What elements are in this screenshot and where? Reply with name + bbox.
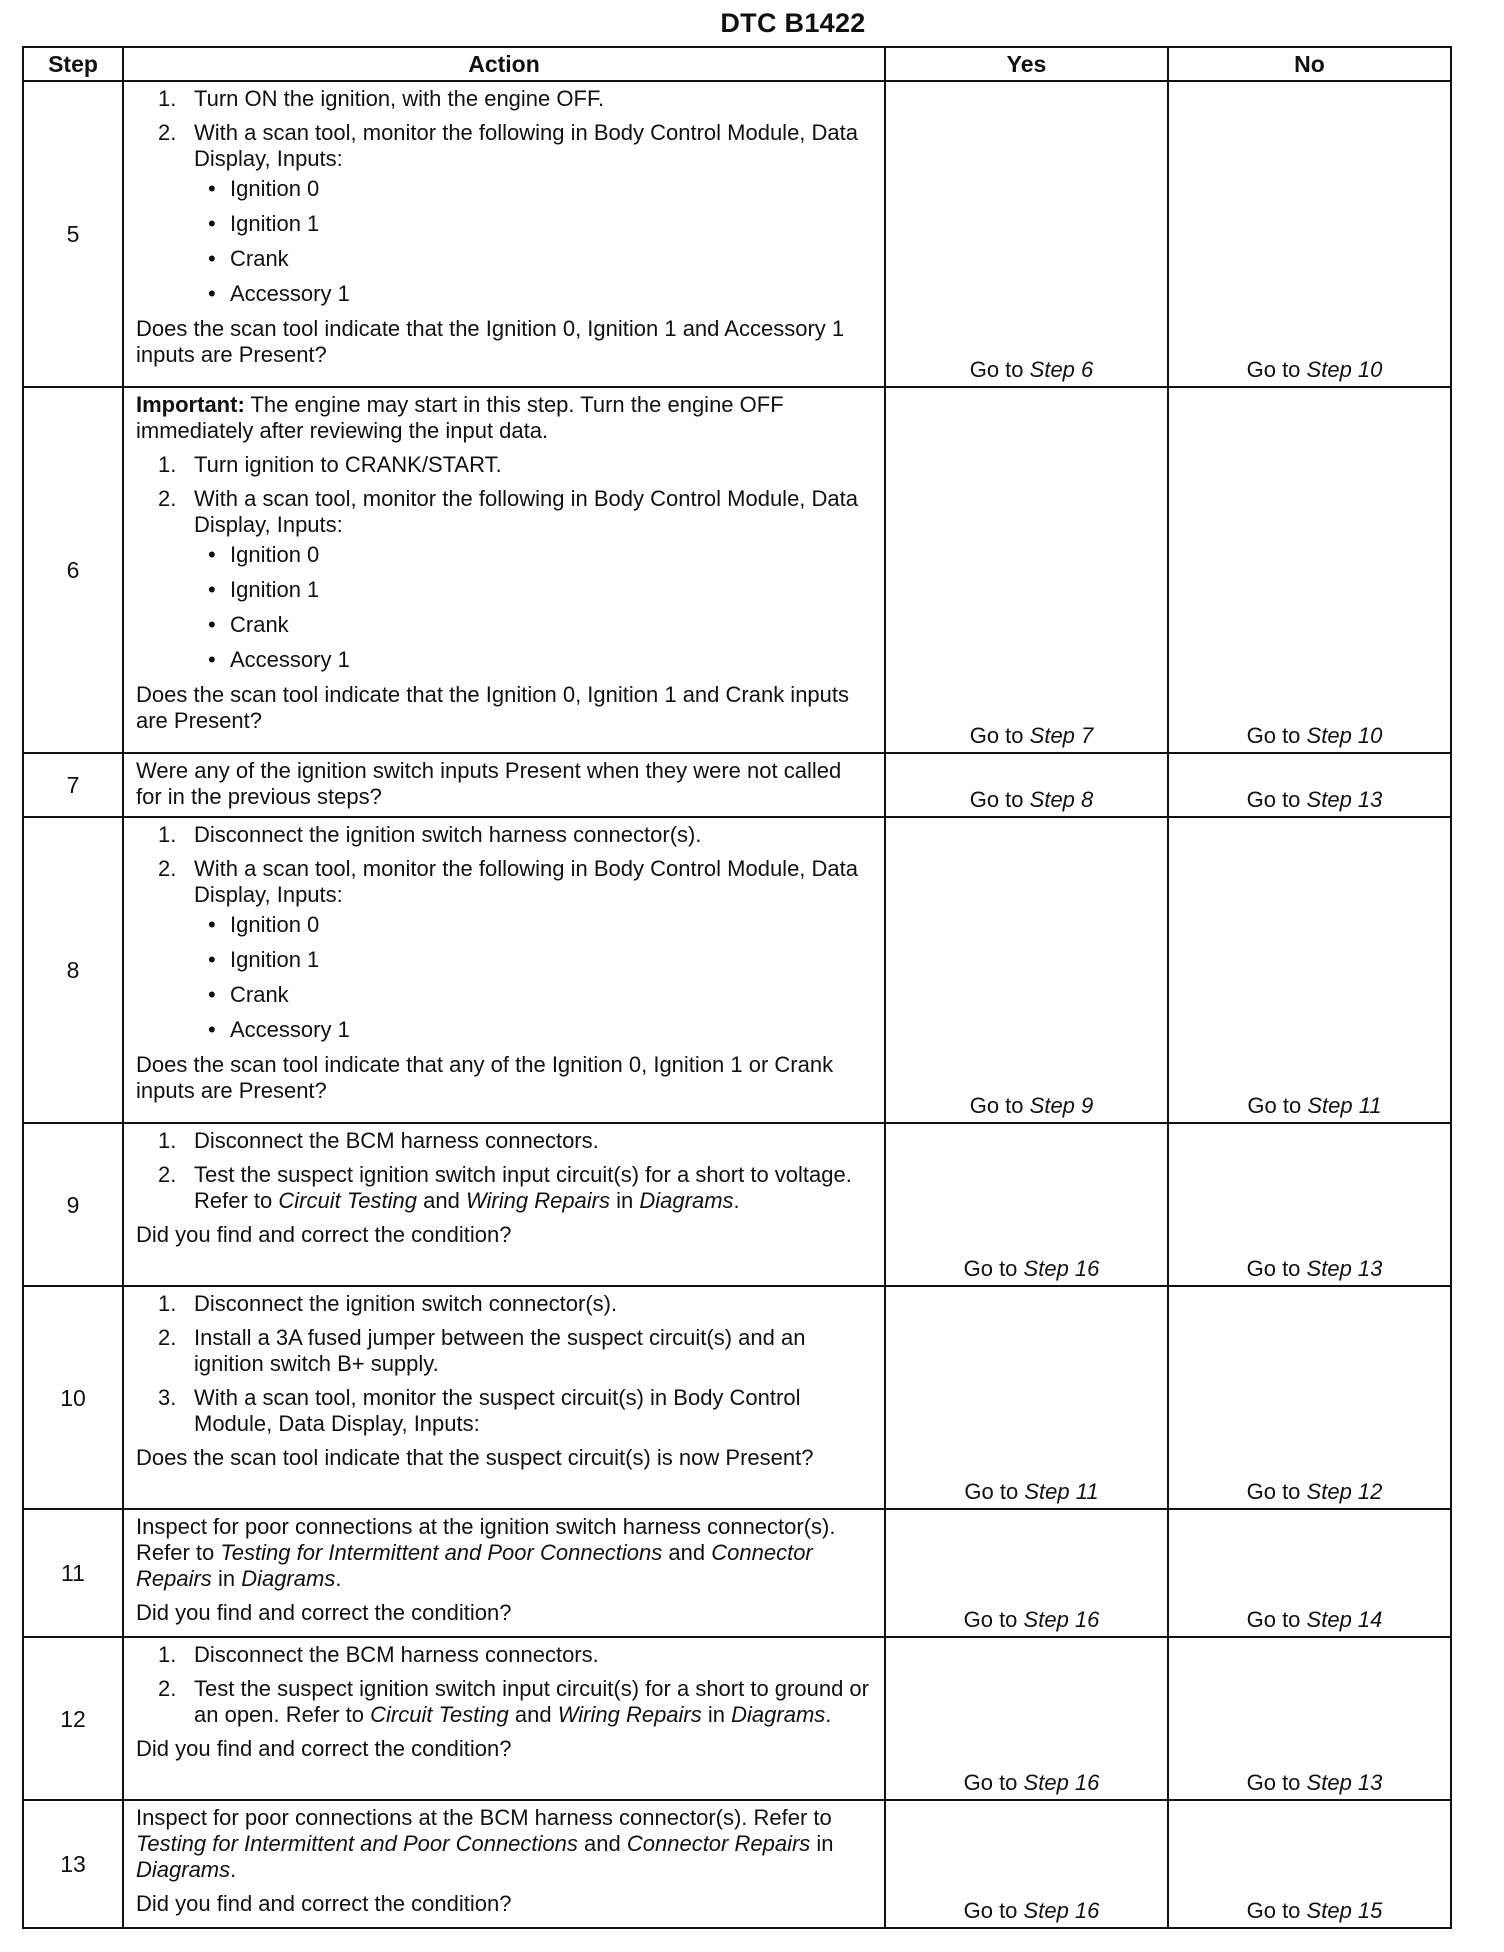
page-title: DTC B1422	[720, 8, 866, 38]
yes-cell: Go to Step 16	[885, 1800, 1168, 1928]
step-number: 6	[23, 387, 123, 753]
bullet-item: • Accessory 1	[136, 647, 872, 673]
action-cell	[123, 1800, 885, 1928]
bullet-item: • Accessory 1	[136, 281, 872, 307]
yes-cell: Go to Step 6	[885, 81, 1168, 387]
list-item: 2. Test the suspect ignition switch input circuit(s) for a short to voltage. Refer to Circuit Testing and Wiring Repairs in Diagrams.	[158, 1162, 852, 1213]
bullet-item: • Ignition 1	[136, 211, 872, 237]
yes-cell: Go to Step 16	[885, 1637, 1168, 1800]
step-number: 7	[23, 753, 123, 817]
yes-cell: Go to Step 16	[885, 1509, 1168, 1637]
no-cell: Go to Step 13	[1168, 1637, 1451, 1800]
question-text: Did you find and correct the condition?	[136, 1736, 512, 1761]
yes-target: Step 6	[1029, 357, 1094, 382]
yes-target: Step 16	[1023, 1607, 1100, 1632]
step-number: 5	[23, 81, 123, 387]
question-text: Did you find and correct the condition?	[136, 1222, 512, 1247]
header-step: Step	[23, 47, 123, 81]
no-cell: Go to Step 13	[1168, 1123, 1451, 1286]
yes-target: Step 9	[1029, 1093, 1094, 1118]
yes-cell: Go to Step 9	[885, 817, 1168, 1123]
diagnostic-table	[22, 46, 1452, 1929]
table-row	[23, 81, 1451, 387]
yes-cell: Go to Step 7	[885, 387, 1168, 753]
action-cell	[123, 753, 885, 817]
important-note: Important: The engine may start in this step. Turn the engine OFF immediately after reviewing the input data.	[136, 392, 784, 443]
table-header-row	[23, 47, 1451, 81]
list-item: 1. Disconnect the BCM harness connectors.	[158, 1642, 599, 1667]
no-target: Step 12	[1306, 1479, 1383, 1504]
step-number: 12	[23, 1637, 123, 1800]
important-label: Important:	[136, 392, 245, 417]
table-row	[23, 1509, 1451, 1637]
table-row	[23, 817, 1451, 1123]
header-yes: Yes	[885, 47, 1168, 81]
yes-target: Step 7	[1029, 723, 1094, 748]
header-no: No	[1168, 47, 1451, 81]
list-item: 2. With a scan tool, monitor the following in Body Control Module, Data Display, Inputs: • Ignition 0 • Ignition 1 • Crank • Accessory 1	[136, 486, 872, 673]
question-text: Did you find and correct the condition?	[136, 1600, 512, 1625]
bullet-item: • Ignition 0	[136, 176, 872, 202]
instruction-text: Inspect for poor connections at the BCM harness connector(s). Refer to Testing for Intermittent and Poor Connections and Connector Repairs in Diagrams.	[136, 1805, 834, 1882]
no-target: Step 10	[1306, 357, 1383, 382]
question-text: Were any of the ignition switch inputs Present when they were not called for in the previous steps?	[136, 758, 842, 809]
bullet-item: • Accessory 1	[136, 1017, 872, 1043]
no-target: Step 11	[1307, 1093, 1382, 1118]
yes-cell: Go to Step 8	[885, 753, 1168, 817]
action-cell	[123, 1286, 885, 1509]
yes-target: Step 16	[1023, 1770, 1100, 1795]
question-text: Does the scan tool indicate that the Ignition 0, Ignition 1 and Accessory 1 inputs are Present?	[136, 316, 845, 367]
no-cell: Go to Step 11	[1168, 817, 1451, 1123]
yes-target: Step 11	[1024, 1479, 1099, 1504]
no-target: Step 13	[1306, 1256, 1383, 1281]
instruction-text: Inspect for poor connections at the ignition switch harness connector(s). Refer to Testing for Intermittent and Poor Connections and Connector Repairs in Diagrams.	[136, 1514, 836, 1591]
list-item: 2. Install a 3A fused jumper between the suspect circuit(s) and an ignition switch B+ supply.	[158, 1325, 806, 1376]
table-row	[23, 1286, 1451, 1509]
step-number: 9	[23, 1123, 123, 1286]
no-cell: Go to Step 12	[1168, 1286, 1451, 1509]
yes-cell: Go to Step 11	[885, 1286, 1168, 1509]
list-item: 1. Disconnect the ignition switch connector(s).	[158, 1291, 618, 1316]
table-row	[23, 387, 1451, 753]
no-target: Step 14	[1306, 1607, 1383, 1632]
step-number: 11	[23, 1509, 123, 1637]
bullet-item: • Ignition 1	[136, 947, 872, 973]
table-row	[23, 753, 1451, 817]
yes-cell: Go to Step 16	[885, 1123, 1168, 1286]
list-item: 1. Disconnect the ignition switch harness connector(s).	[158, 822, 702, 847]
bullet-item: • Ignition 1	[136, 577, 872, 603]
no-target: Step 13	[1306, 787, 1383, 812]
no-cell: Go to Step 10	[1168, 387, 1451, 753]
header-action: Action	[123, 47, 885, 81]
no-cell: Go to Step 15	[1168, 1800, 1451, 1928]
bullet-item: • Crank	[136, 612, 872, 638]
bullet-item: • Ignition 0	[136, 912, 872, 938]
action-cell	[123, 387, 885, 753]
bullet-item: • Crank	[136, 982, 872, 1008]
no-target: Step 10	[1306, 723, 1383, 748]
list-item: 1. Disconnect the BCM harness connectors.	[158, 1128, 599, 1153]
action-cell	[123, 81, 885, 387]
action-cell	[123, 1637, 885, 1800]
list-item: 2. With a scan tool, monitor the following in Body Control Module, Data Display, Inputs: • Ignition 0 • Ignition 1 • Crank • Accessory 1	[136, 856, 872, 1043]
yes-target: Step 16	[1023, 1898, 1100, 1923]
no-cell: Go to Step 14	[1168, 1509, 1451, 1637]
question-text: Does the scan tool indicate that the Ignition 0, Ignition 1 and Crank inputs are Present?	[136, 682, 850, 733]
question-text: Does the scan tool indicate that the suspect circuit(s) is now Present?	[136, 1445, 814, 1470]
yes-target: Step 16	[1023, 1256, 1100, 1281]
no-cell: Go to Step 10	[1168, 81, 1451, 387]
list-item: 1. Turn ON the ignition, with the engine OFF.	[158, 86, 605, 111]
bullet-item: • Crank	[136, 246, 872, 272]
table-row	[23, 1637, 1451, 1800]
list-item: 3. With a scan tool, monitor the suspect circuit(s) in Body Control Module, Data Display, Inputs:	[158, 1385, 801, 1436]
no-target: Step 15	[1306, 1898, 1383, 1923]
bullet-item: • Ignition 0	[136, 542, 872, 568]
list-item: 2. Test the suspect ignition switch input circuit(s) for a short to ground or an open. Refer to Circuit Testing and Wiring Repairs in Diagrams.	[158, 1676, 869, 1727]
action-cell	[123, 817, 885, 1123]
question-text: Did you find and correct the condition?	[136, 1891, 512, 1916]
question-text: Does the scan tool indicate that any of the Ignition 0, Ignition 1 or Crank inputs are Present?	[136, 1052, 834, 1103]
table-row	[23, 1800, 1451, 1928]
table-row	[23, 1123, 1451, 1286]
action-cell	[123, 1509, 885, 1637]
no-target: Step 13	[1306, 1770, 1383, 1795]
list-item: 2. With a scan tool, monitor the following in Body Control Module, Data Display, Inputs: • Ignition 0 • Ignition 1 • Crank • Accessory 1	[136, 120, 872, 307]
action-cell	[123, 1123, 885, 1286]
step-number: 10	[23, 1286, 123, 1509]
step-number: 8	[23, 817, 123, 1123]
step-number: 13	[23, 1800, 123, 1928]
list-item: 1. Turn ignition to CRANK/START.	[158, 452, 502, 477]
no-cell: Go to Step 13	[1168, 753, 1451, 817]
yes-target: Step 8	[1029, 787, 1094, 812]
